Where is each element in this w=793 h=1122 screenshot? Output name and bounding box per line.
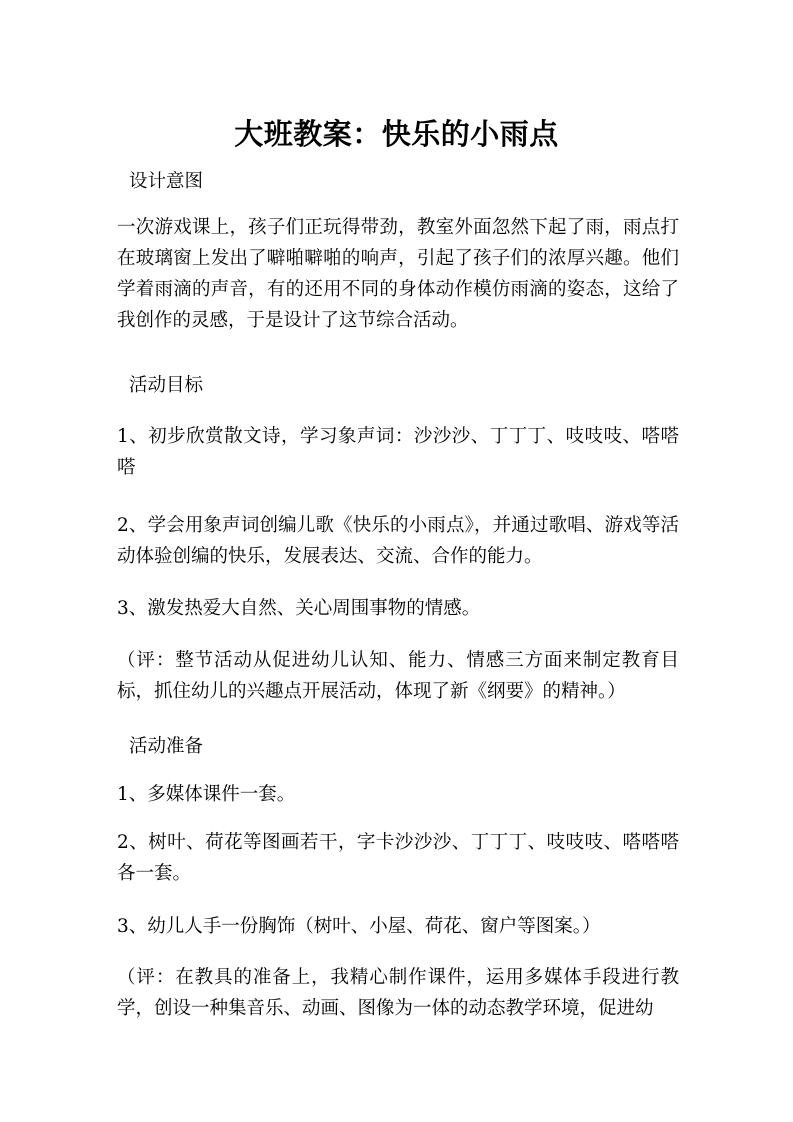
goal-item-2: 2、学会用象声词创编儿歌《快乐的小雨点》，并通过歌唱、游戏等活动体验创编的快乐，发展表达、交流、合作的能力。	[117, 515, 679, 567]
comment-preparation: （评：在教具的准备上，我精心制作课件，运用多媒体手段进行教学，创设一种集音乐、动画、图像为一体的动态教学环境，促进幼	[117, 967, 679, 1019]
section-heading-activity-preparation: 活动准备	[129, 736, 204, 757]
document-title: 大班教案：快乐的小雨点	[234, 117, 559, 152]
comment-goals: （评：整节活动从促进幼儿认知、能力、情感三方面来制定教育目标，抓住幼儿的兴趣点开展活动，体现了新《纲要》的精神。）	[117, 650, 679, 702]
section-heading-design-intent: 设计意图	[129, 171, 204, 192]
preparation-item-1: 1、多媒体课件一套。	[117, 784, 296, 805]
preparation-item-2: 2、树叶、荷花等图画若干，字卡沙沙沙、丁丁丁、吱吱吱、嗒嗒嗒各一套。	[117, 832, 679, 884]
goal-item-3: 3、激发热爱大自然、关心周围事物的情感。	[117, 598, 481, 619]
goal-item-1: 1、初步欣赏散文诗，学习象声词：沙沙沙、丁丁丁、吱吱吱、嗒嗒嗒	[117, 426, 679, 478]
preparation-item-3: 3、幼儿人手一份胸饰（树叶、小屋、荷花、窗户等图案。）	[117, 916, 601, 937]
section-heading-activity-goals: 活动目标	[129, 375, 204, 396]
paragraph-design-intent: 一次游戏课上，孩子们正玩得带劲，教室外面忽然下起了雨，雨点打在玻璃窗上发出了噼啪噼啪的响声，引起了孩子们的浓厚兴趣。他们学着雨滴的声音，有的还用不同的身体动作模仿雨滴的姿态，这给了我创作的灵感，于是设计了这节综合活动。	[117, 217, 679, 331]
